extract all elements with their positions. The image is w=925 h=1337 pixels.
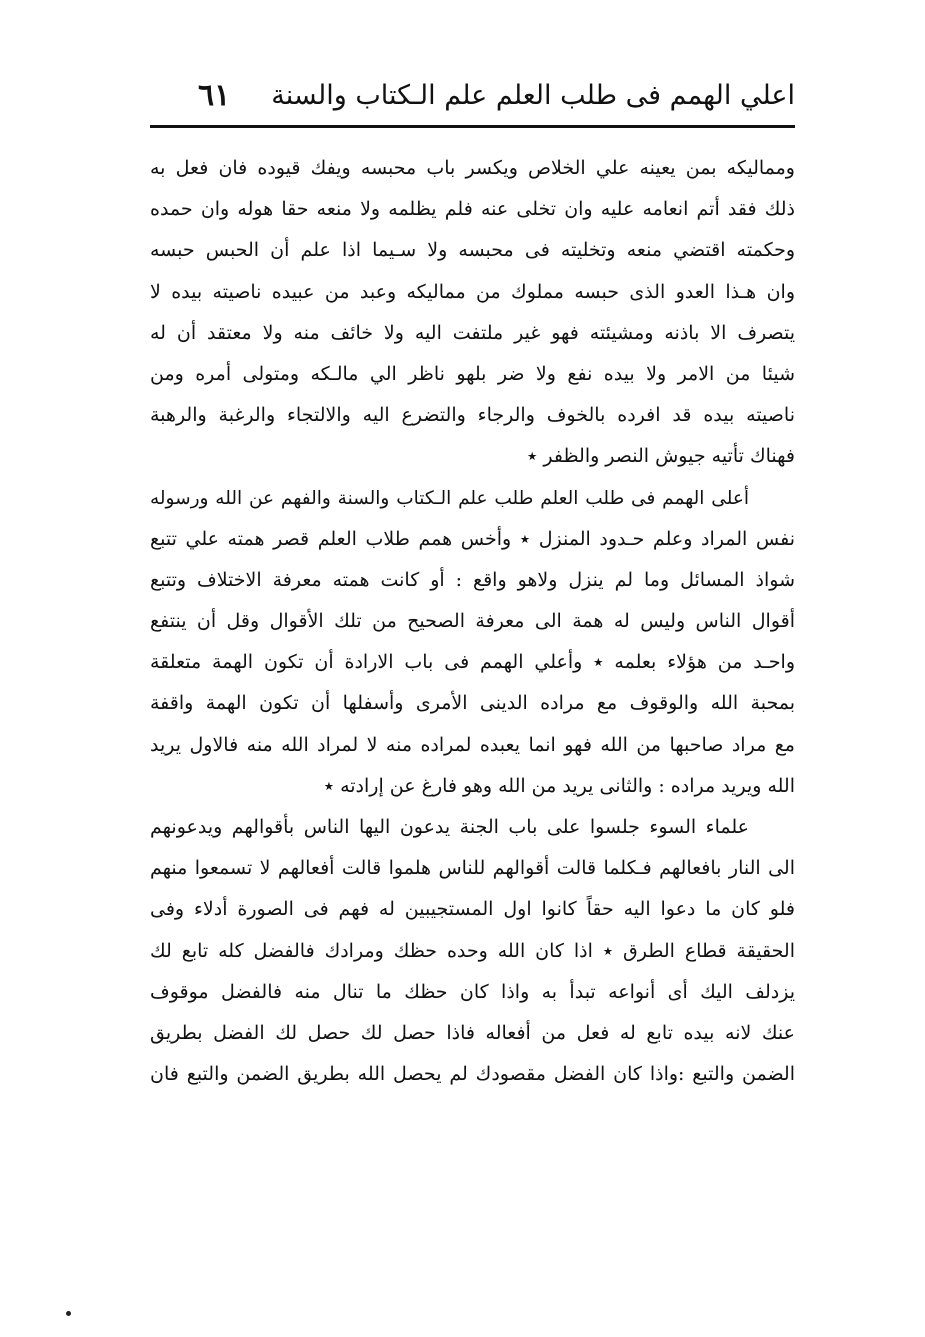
scan-speck xyxy=(66,1311,71,1316)
text-line: وان هـذا العدو الذى حبسه مملوك من مماليكه وعبد من عبيده ناصيته بيده لا xyxy=(150,280,795,303)
text-line: ذلك فقد أتم انعامه عليه وان تخلى عنه فلم يظلمه ولا منعه حقا هوله وان حمده xyxy=(150,198,795,221)
body-text xyxy=(150,148,795,1095)
text-line: الله ويريد مراده : والثانى يريد من الله وهو فارغ عن إرادته ٭ xyxy=(323,774,795,797)
text-line: أعلى الهمم فى طلب العلم طلب علم الـكتاب والسنة والفهم عن الله ورسوله xyxy=(150,487,749,509)
text-line: الحقيقة قطاع الطرق ٭ اذا كان الله وحده حظك ومرادك فالفضل كله تابع لك xyxy=(150,939,795,962)
text-line: ناصيته بيده قد افرده بالخوف والرجاء والتضرع اليه والالتجاء والرغبة والرهبة xyxy=(150,404,795,427)
text-line: أقوال الناس وليس له همة الى معرفة الصحيح من تلك الأقوال وقل أن ينتفع xyxy=(150,610,795,633)
running-header xyxy=(150,74,795,124)
text-line: عنك لانه بيده تابع له فعل من أفعاله فاذا حصل لك حصل لك الفضل بطريق xyxy=(150,1021,795,1044)
text-line: ومماليكه بمن يعينه علي الخلاص ويكسر باب محبسه ويفك قيوده فان فعل به xyxy=(150,157,795,179)
page-number: ٦١ xyxy=(198,78,231,113)
text-line: بمحبة الله والوقوف مع مراده الدينى الأمرى وأسفلها أن تكون الهمة واقفة xyxy=(150,692,795,715)
text-line: يتصرف الا باذنه ومشيئته فهو غير ملتفت اليه ولا خائف منه ولا معتقد أن له xyxy=(150,321,795,344)
paragraph-2 xyxy=(150,478,795,808)
text-line: الضمن والتبع :واذا كان الفضل مقصودك لم يحصل الله بطريق الضمن والتبع فان xyxy=(150,1063,795,1086)
text-line: الى النار بافعالهم فـكلما قالت أقوالهم للناس هلموا قالت أفعالهم لا تسمعوا منهم xyxy=(150,857,795,880)
text-line: وحكمته اقتضي منعه وتخليته فى محبسه ولا سـيما اذا علم أن الحبس حبسه xyxy=(150,239,795,262)
text-line: علماء السوء جلسوا على باب الجنة يدعون اليها الناس بأقوالهم ويدعونهم xyxy=(150,816,749,838)
text-line: شواذ المسائل وما لم ينزل ولاهو واقع : أو كانت همته معرفة الاختلاف وتتبع xyxy=(150,568,795,591)
text-line: يزدلف اليك أى أنواعه تبدأ به واذا كان حظك ما تنال منه فالفضل موقوف xyxy=(150,980,795,1003)
text-line: فهناك تأتيه جيوش النصر والظفر ٭ xyxy=(526,445,795,468)
header-rule xyxy=(150,125,795,128)
running-title: اعلي الهمم فى طلب العلم علم الـكتاب والسنة xyxy=(271,80,795,111)
paragraph-1 xyxy=(150,148,795,478)
text-line: نفس المراد وعلم حـدود المنزل ٭ وأخس همم طلاب العلم قصر همته علي تتبع xyxy=(150,527,795,550)
text-line: شيئا من الامر ولا بيده نفع ولا ضر بلهو ناظر الي مالـكه ومتولى أمره ومن xyxy=(150,362,795,385)
text-line: مع مراد صاحبها من الله فهو انما يعبده لمراده منه لا لمراد الله منه فالاول يريد xyxy=(150,733,795,756)
text-line: واحـد من هؤلاء بعلمه ٭ وأعلي الهمم فى باب الارادة أن تكون الهمة متعلقة xyxy=(150,651,795,674)
text-line: فلو كان ما دعوا اليه حقاً كانوا اول المستجيبين له فهم فى الصورة أدلاء وفى xyxy=(150,898,795,921)
paragraph-3 xyxy=(150,807,795,1095)
